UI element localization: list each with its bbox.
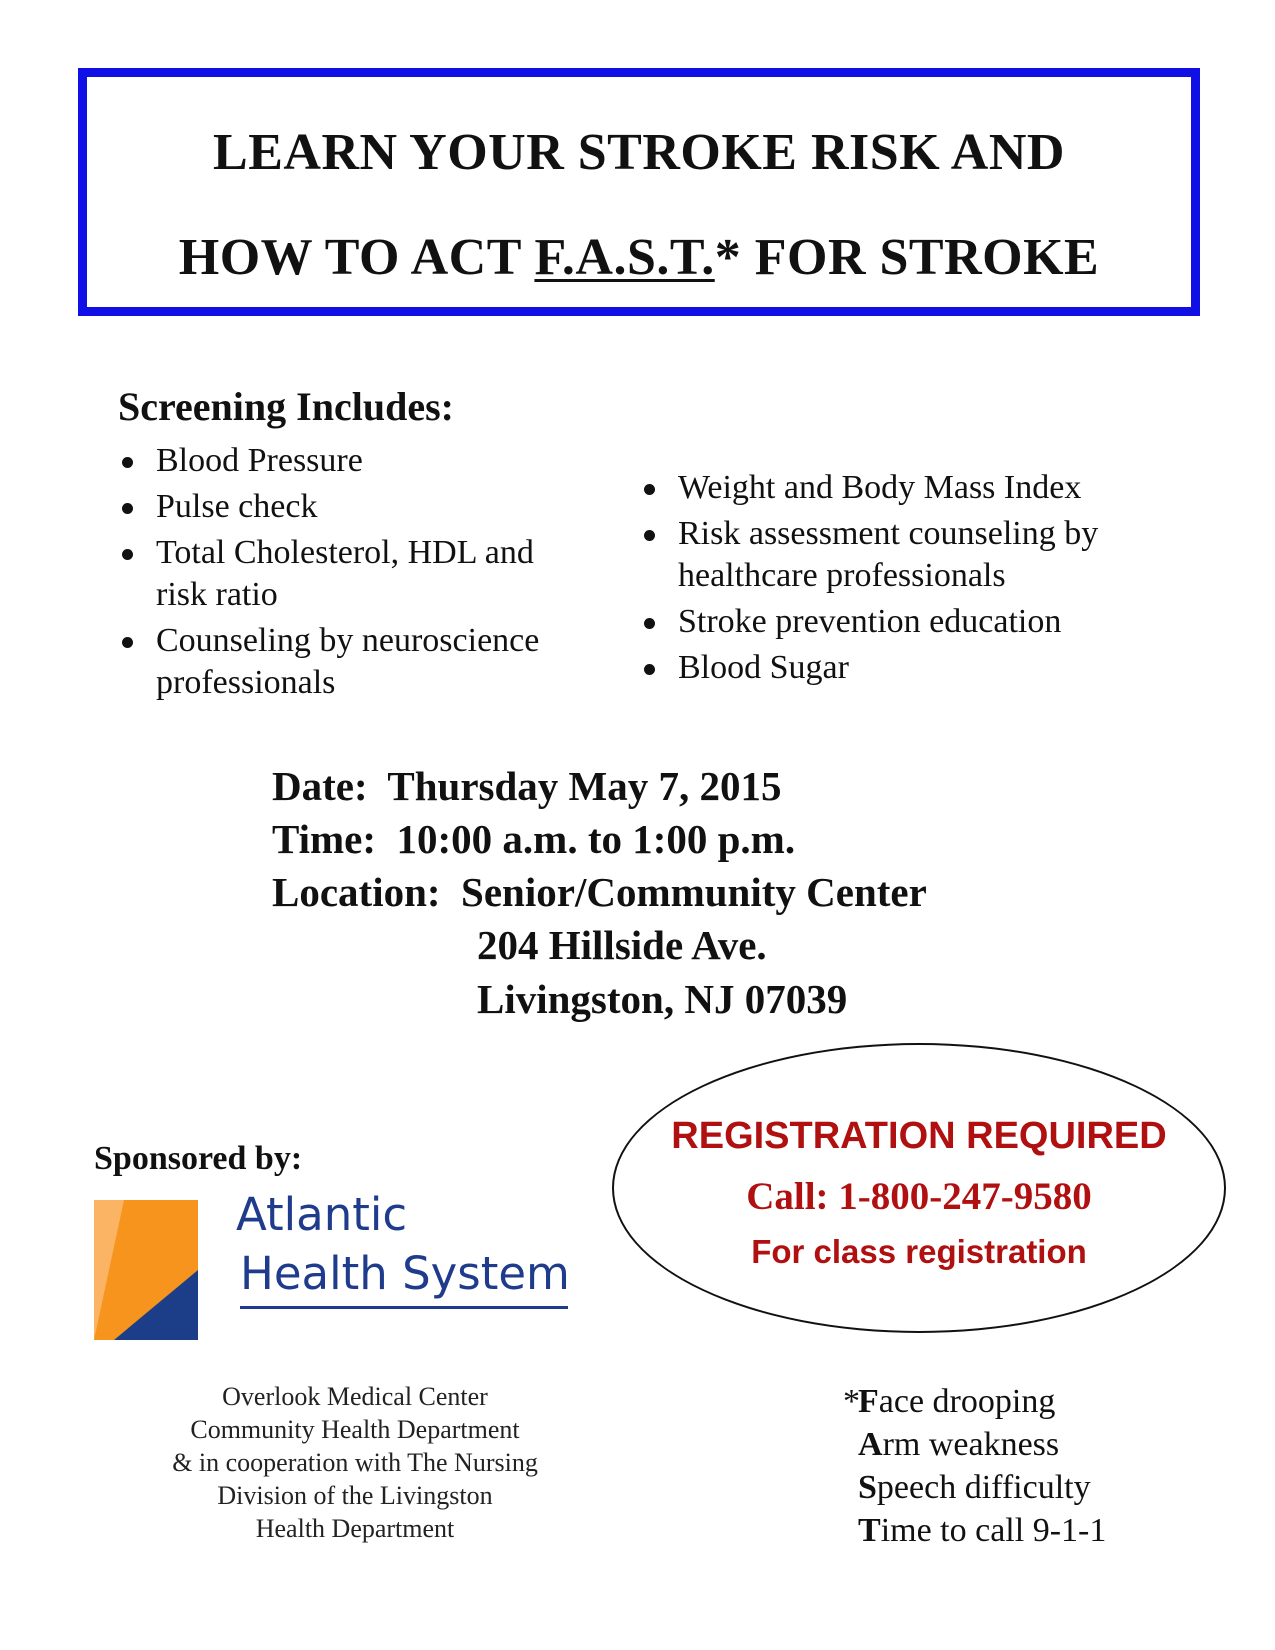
location-name: Senior/Community Center [461,869,927,915]
sponsor-line: Division of the Livingston [217,1481,493,1510]
fast-item-face [843,1380,1106,1423]
title-line-2-suffix: * FOR STROKE [714,229,1100,286]
event-time [272,815,795,863]
screening-heading: Screening Includes: [118,384,454,429]
fast-item-speech [858,1466,1106,1509]
fast-item-time [858,1509,1106,1552]
list-item [640,467,1160,509]
fast-letter: S [858,1469,877,1506]
list-item-text: Weight and Body Mass Index [678,469,1082,506]
time-value: 10:00 a.m. to 1:00 p.m. [396,816,796,862]
title-line-2 [87,228,1191,287]
fast-letter: F [858,1383,879,1420]
screening-list-right [640,467,1160,693]
fast-word-rest: ace drooping [878,1383,1056,1420]
list-item [640,513,1160,597]
atlantic-health-logo-icon [94,1200,198,1340]
fast-letter: A [858,1426,883,1463]
title-line-1: LEARN YOUR STROKE RISK AND [213,124,1065,181]
screening-list-left [118,440,588,708]
fast-asterisk: * [843,1383,860,1420]
list-item [118,620,588,704]
registration-subtitle: For class registration [751,1233,1087,1270]
fast-acronym: F.A.S.T. [534,229,715,286]
address-line-1: 204 Hillside Ave. [477,922,767,968]
list-item-text: Blood Pressure [156,442,363,479]
time-label: Time: [272,816,377,862]
fast-word-rest: peech difficulty [876,1469,1091,1506]
fast-legend [843,1380,1107,1552]
sponsor-details [140,1380,570,1545]
list-item [118,532,588,616]
logo-text-atlantic: Atlantic [236,1188,408,1241]
list-item [640,601,1160,643]
fast-word-rest: ime to call 9-1-1 [880,1512,1107,1549]
date-value: Thursday May 7, 2015 [387,763,782,809]
list-item-text: Pulse check [156,488,318,525]
bullet-icon [122,637,133,648]
sponsor-line: Overlook Medical Center [222,1382,488,1411]
date-label: Date: [272,763,368,809]
registration-phone: Call: 1-800-247-9580 [746,1175,1092,1218]
address-line-2: Livingston, NJ 07039 [477,976,848,1022]
list-item-text: Total Cholesterol, HDL and risk ratio [156,534,534,613]
list-item-text: Risk assessment counseling by healthcare professionals [678,515,1099,594]
registration-title: REGISTRATION REQUIRED [671,1115,1167,1157]
list-item [118,486,588,528]
list-item-text: Blood Sugar [678,649,849,686]
list-item-text: Counseling by neuroscience professionals [156,622,540,701]
bullet-icon [122,457,133,468]
bullet-icon [644,484,655,495]
sponsored-label: Sponsored by: [94,1140,303,1177]
bullet-icon [122,503,133,514]
bullet-icon [122,549,133,560]
sponsor-line: Community Health Department [190,1415,520,1444]
list-item [640,647,1160,689]
sponsor-line: & in cooperation with The Nursing [172,1448,538,1477]
event-date [272,762,782,810]
logo-text-health-system: Health System [240,1247,570,1300]
bullet-icon [644,530,655,541]
location-label: Location: [272,869,441,915]
list-item-text: Stroke prevention education [678,603,1062,640]
title-line-2-prefix: HOW TO ACT [178,229,535,286]
title-box [78,68,1200,316]
list-item [118,440,588,482]
logo-underline [240,1306,568,1309]
fast-item-arm [858,1423,1106,1466]
fast-letter: T [858,1512,881,1549]
fast-word-rest: rm weakness [882,1426,1060,1463]
sponsor-line: Health Department [255,1514,455,1543]
event-location [272,868,927,916]
bullet-icon [644,618,655,629]
bullet-icon [644,664,655,675]
